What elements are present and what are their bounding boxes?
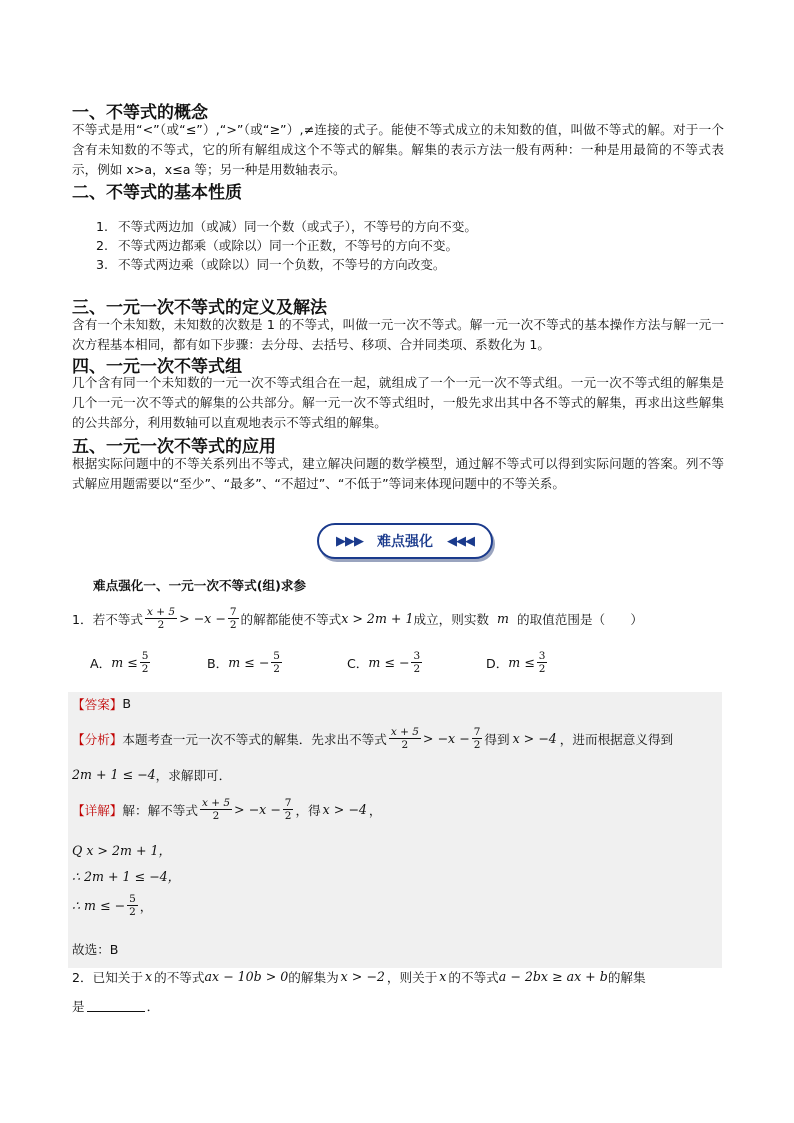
section-2-title: 二、不等式的基本性质 xyxy=(72,183,242,203)
section-5-title: 五、一元一次不等式的应用 xyxy=(72,437,276,457)
properties-list xyxy=(96,217,477,274)
question-1-options xyxy=(90,650,549,675)
final-answer: 故选：B xyxy=(72,942,119,957)
step-3: ∴ m ≤ − $\frac{5}{2}$ ， xyxy=(72,893,153,918)
option-c[interactable]: C． m ≤ − $\frac{3}{2}$ xyxy=(347,650,421,675)
question-2: 2．已知关于 x 的不等式 ax − 10b > 0 的解集为 x > −2 ，则关于 x 的不等式 a − 2bx ≥ ax + b 的解集 xyxy=(72,969,646,985)
option-b[interactable]: B． m ≤ − $\frac{5}{2}$ xyxy=(207,650,280,675)
section-4-title: 四、一元一次不等式组 xyxy=(72,357,242,377)
section-4-text: 几个含有同一个未知数的一元一次不等式组合在一起，就组成了一个一元一次不等式组。一元一次不等式组的解集是几个一元一次不等式的解集的公共部分。解一元一次不等式组时，一般先求出其中各不等式的解集，再求出这些解集的公共部分，利用数轴可以直观地表示不等式组的解集。 xyxy=(72,375,724,430)
subheading: 难点强化一、一元一次不等式(组)求参 xyxy=(93,578,307,593)
banner-title: 难点强化 xyxy=(377,534,433,550)
analysis-line-2: 2m + 1 ≤ −4 ，求解即可． xyxy=(72,767,232,783)
list-item: 3. 不等式两边乘（或除以）同一个负数，不等号的方向改变。 xyxy=(96,257,446,272)
answer-blank[interactable] xyxy=(87,999,145,1012)
fraction: $\frac{x + 5}{2}$ xyxy=(146,606,176,631)
section-5-text: 根据实际问题中的不等关系列出不等式，建立解决问题的数学模型，通过解不等式可以得到实际问题的答案。列不等式解应用题需要以“至少”、“最多”、“不超过”、“不低于”等词来体现问题中的不等关系。 xyxy=(72,456,724,491)
step-2: ∴ 2m + 1 ≤ −4， xyxy=(72,869,181,884)
answer-line: 【答案】 B xyxy=(72,696,132,712)
section-1-text: 不等式是用“<”（或“≤”）,“>”（或“≥”）,≠连接的式子。能使不等式成立的未知数的值，叫做不等式的解。对于一个含有未知数的不等式，它的所有解组成这个不等式的解集。解集的表示方法一般有两种：一种是用最简的不等式表示，例如 x>a，x≤a 等；另一种是用数轴表示。 xyxy=(72,122,724,177)
left-arrows-icon: ◀◀◀ xyxy=(447,533,474,549)
question-1: 1．若不等式 $\frac{x + 5}{2}$ > −x − $\frac{7}{2}$ 的解都能使不等式 x > 2m + 1 成立，则实数 m 的取值范围是（ ） xyxy=(72,606,643,631)
right-arrows-icon: ▶▶▶ xyxy=(336,533,363,549)
analysis-line: 【分析】 本题考查一元一次不等式的解集．先求出不等式 $\frac{x + 5}{2}$ > −x − $\frac{7}{2}$ 得到 x > −4 ，进而根据意义得到 xyxy=(72,726,674,751)
list-item: 2. 不等式两边都乘（或除以）同一个正数，不等号的方向不变。 xyxy=(96,238,459,253)
section-1-title: 一、不等式的概念 xyxy=(72,103,208,123)
question-2-line-2: 是 ． xyxy=(72,999,160,1014)
detail-line: 【详解】 解：解不等式 $\frac{x + 5}{2}$ > −x − $\frac{7}{2}$ ，得 x > −4 ， xyxy=(72,797,382,822)
step-1: Q x > 2m + 1， xyxy=(72,843,172,858)
difficulty-banner xyxy=(317,523,493,559)
list-item: 1. 不等式两边加（或减）同一个数（或式子），不等号的方向不变。 xyxy=(96,219,477,234)
option-d[interactable]: D． m ≤ $\frac{3}{2}$ xyxy=(486,650,546,675)
section-3-title: 三、一元一次不等式的定义及解法 xyxy=(72,298,327,318)
option-a[interactable]: A． m ≤ $\frac{5}{2}$ xyxy=(90,650,149,675)
section-3-text: 含有一个未知数，未知数的次数是 1 的不等式，叫做一元一次不等式。解一元一次不等式的基本操作方法与解一元一次方程基本相同，都有如下步骤：去分母、去括号、移项、合并同类项、系数化为 1。 xyxy=(72,317,724,352)
fraction: $\frac{7}{2}$ xyxy=(229,606,237,631)
